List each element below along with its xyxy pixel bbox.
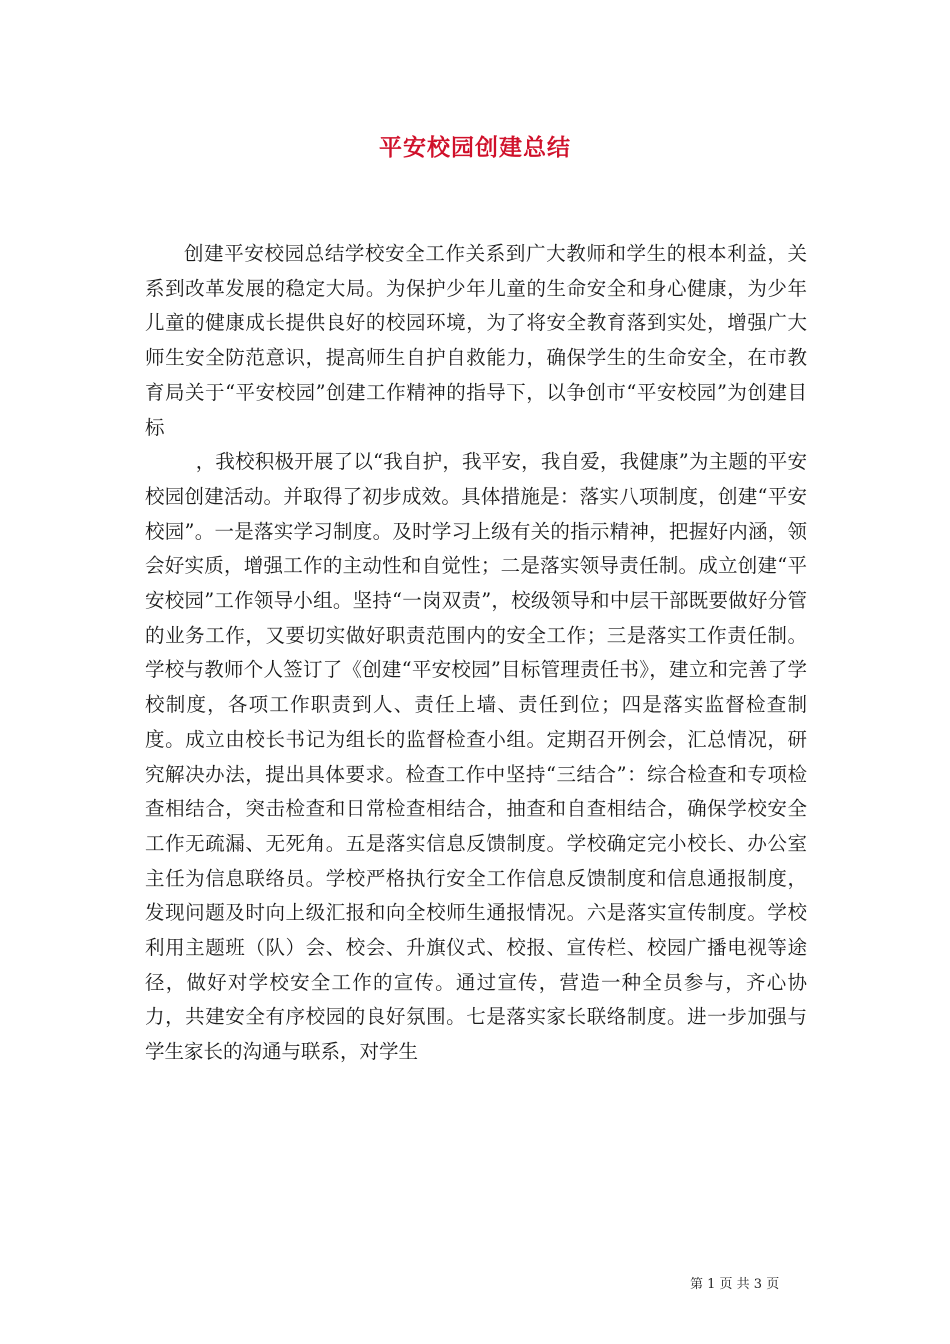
document-title: 平安校园创建总结 <box>379 134 571 161</box>
page-number: 第 1 页 共 3 页 <box>690 1277 780 1292</box>
document-body <box>145 237 807 1070</box>
paragraph-measures: ，我校积极开展了以“我自护，我平安，我自爱，我健康”为主题的平安校园创建活动。并取得了初步成效。具体措施是：落实八项制度，创建“平安校园”。一是落实学习制度。及时学习上级有关的指示精神，把握好内涵，领会好实质，增强工作的主动性和自觉性；二是落实领导责任制。成立创建“平安校园”工作领导小组。坚持“一岗双责”，校级领导和中层干部既要做好分管的业务工作，又要切实做好职责范围内的安全工作；三是落实工作责任制。学校与教师个人签订了《创建“平安校园”目标管理责任书》，建立和完善了学校制度，各项工作职责到人、责任上墙、责任到位；四是落实监督检查制度。成立由校长书记为组长的监督检查小组。定期召开例会，汇总情况，研究解决办法，提出具体要求。检查工作中坚持“三结合”：综合检查和专项检查相结合，突击检查和日常检查相结合，抽查和自查相结合，确保学校安全工作无疏漏、无死角。五是落实信息反馈制度。学校确定完小校长、办公室主任为信息联络员。学校严格执行安全工作信息反馈制度和信息通报制度，发现问题及时向上级汇报和向全校师生通报情况。六是落实宣传制度。学校利用主题班（队）会、校会、升旗仪式、校报、宣传栏、校园广播电视等途径，做好对学校安全工作的宣传。通过宣传，营造一种全员参与，齐心协力，共建安全有序校园的良好氛围。七是落实家长联络制度。进一步加强与学生家长的沟通与联系，对学生 <box>145 450 807 1064</box>
paragraph-intro: 创建平安校园总结学校安全工作关系到广大教师和学生的根本利益，关系到改革发展的稳定大局。为保护少年儿童的生命安全和身心健康，为少年儿童的健康成长提供良好的校园环境，为了将安全教育落到实处，增强广大师生安全防范意识，提高师生自护自救能力，确保学生的生命安全，在市教育局关于“平安校园”创建工作精神的指导下，以争创市“平安校园”为创建目标 <box>145 242 807 439</box>
